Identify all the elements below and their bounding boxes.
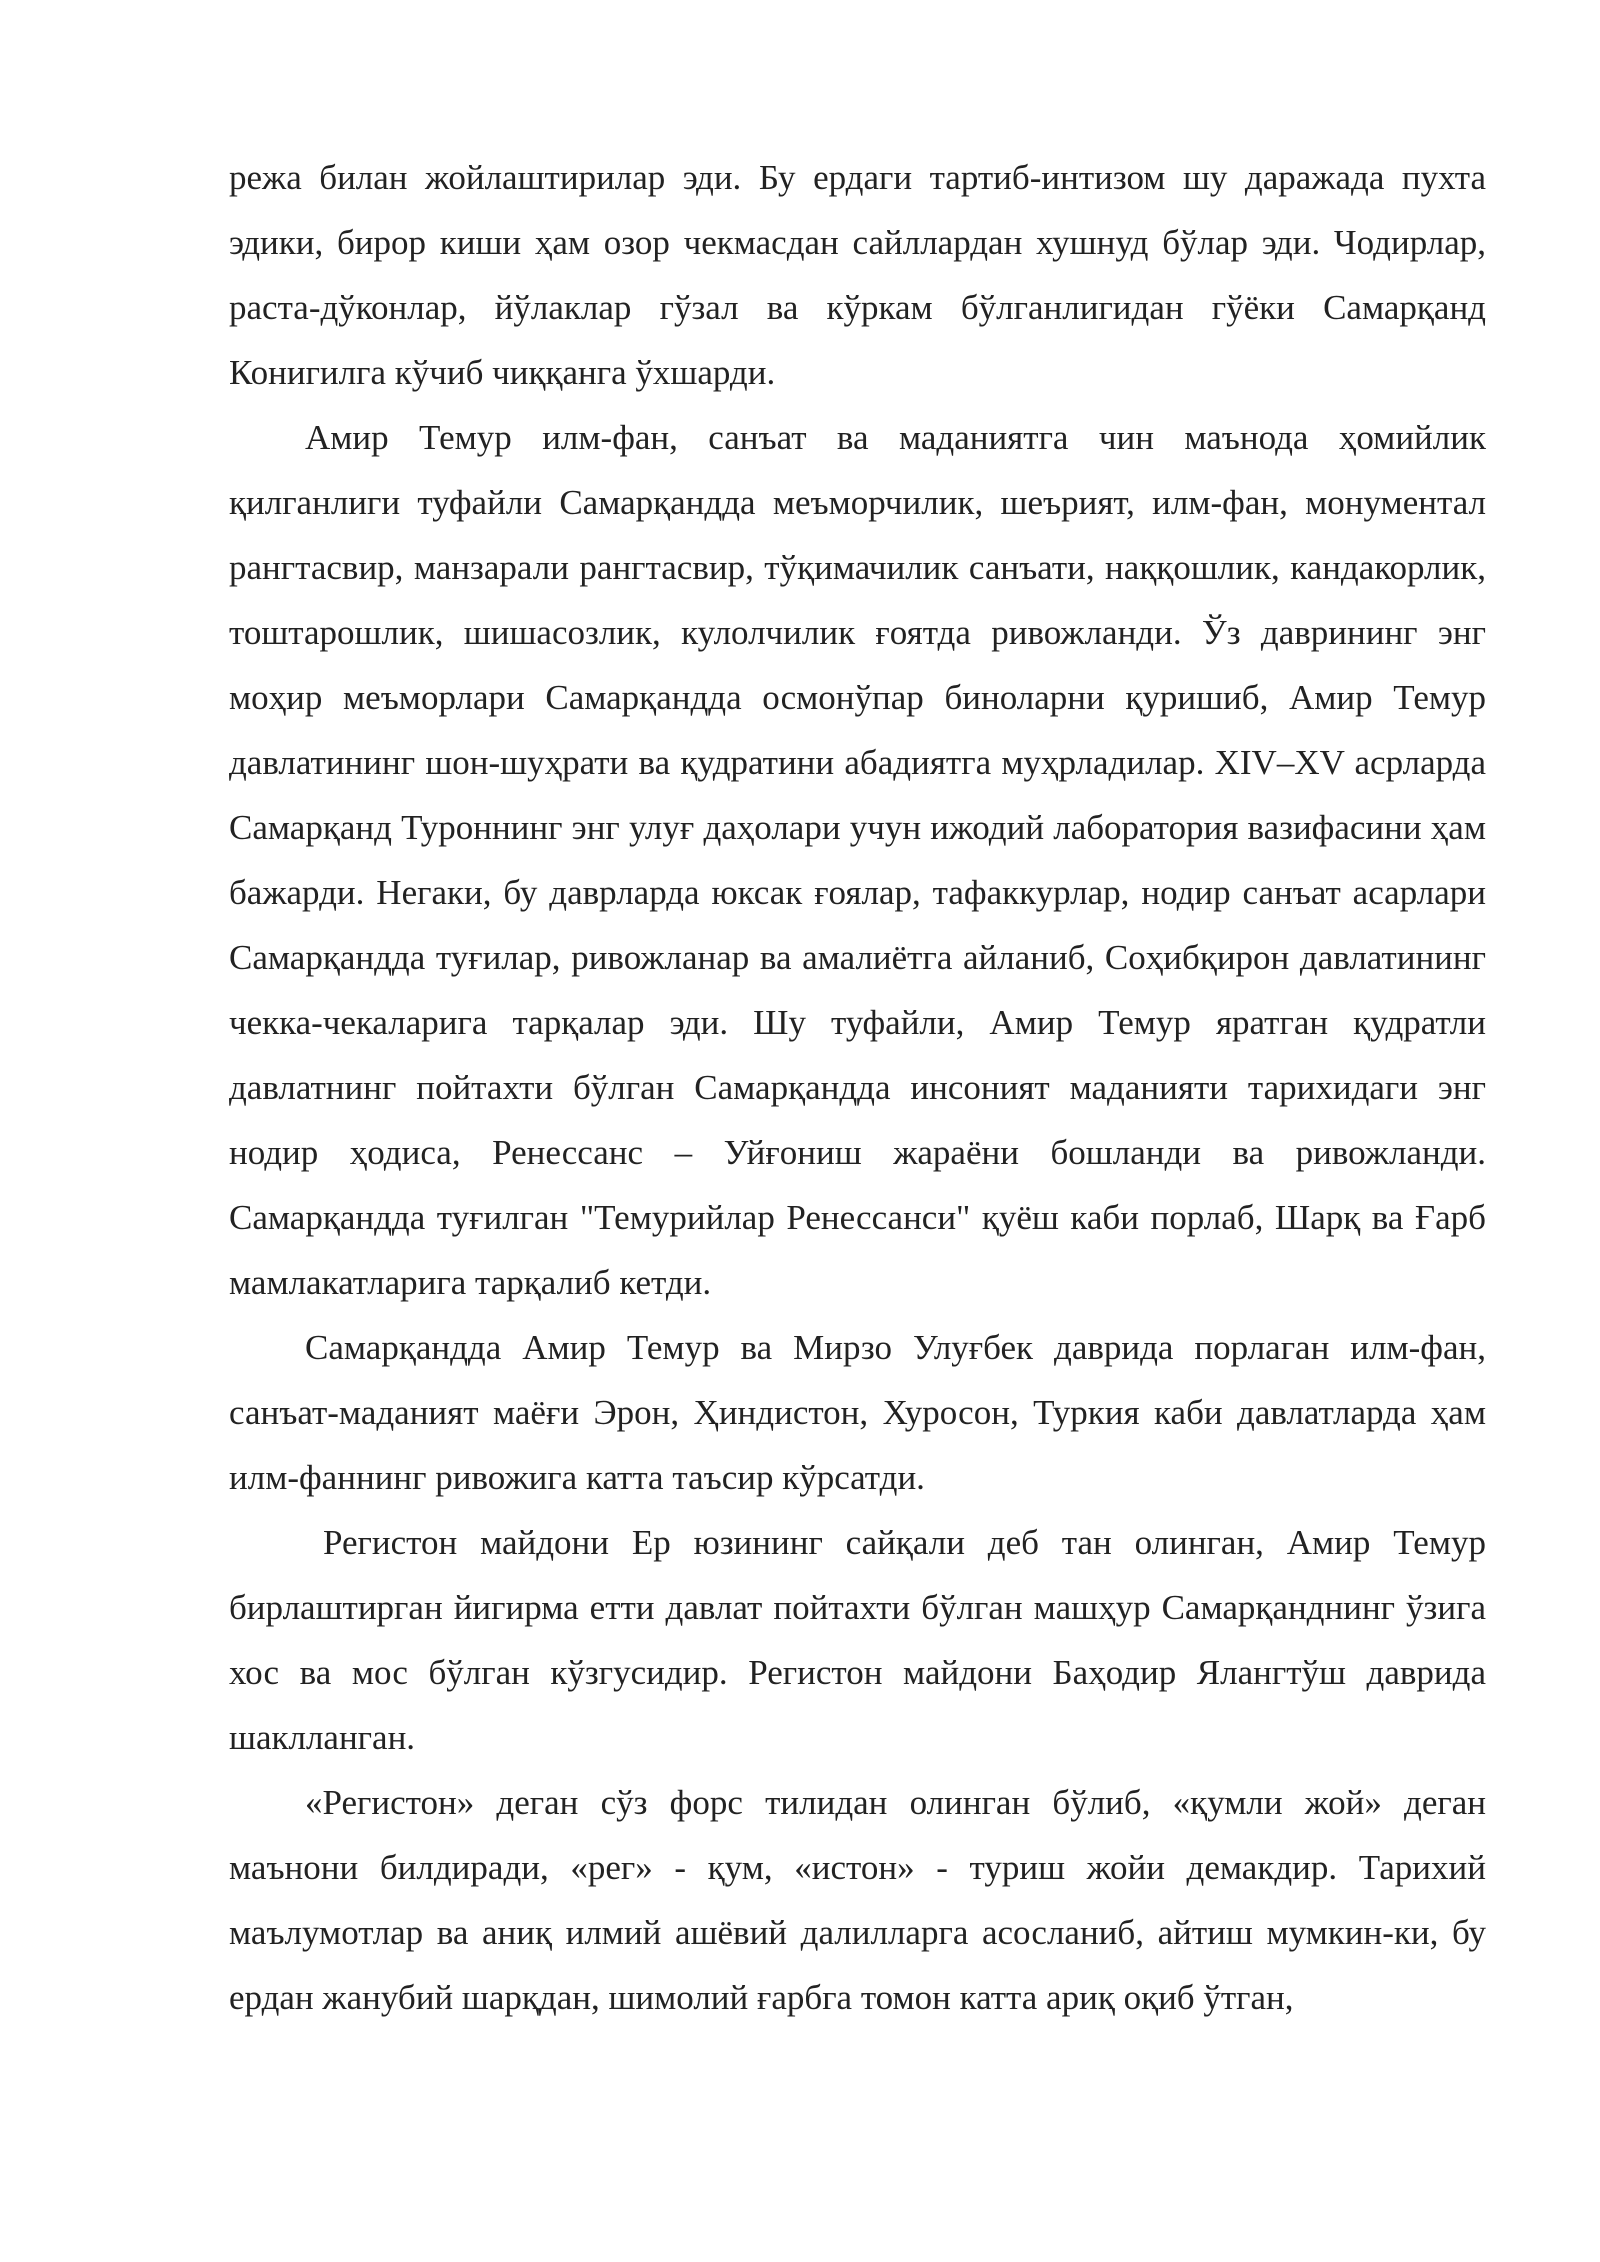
paragraph-ulugbek-influence: Самарқандда Амир Темур ва Мирзо Улуғбек даврида порлаган илм-фан, санъат-маданият маёғи Эрон, Ҳиндистон, Хуросон, Туркия каби давлатларда ҳам илм-фаннинг ривожига катта таъсир кўрсатди. (229, 1328, 1486, 1497)
paragraph-registan-square: Регистон майдони Ер юзининг сайқали деб тан олинган, Амир Темур бирлаштирган йигирма етти давлат пойтахти бўлган машҳур Самарқанднинг ўзига хос ва мос бўлган кўзгусидир. Регистон майдони Баҳодир Ялангтўш даврида шаклланган. (229, 1523, 1486, 1757)
paragraph-amir-temur-patronage: Амир Темур илм-фан, санъат ва маданиятга чин маънода ҳомийлик қилганлиги туфайли Самарқандда меъморчилик, шеърият, илм-фан, монументал рангтасвир, манзарали рангтасвир, тўқимачилик санъати, наққошлик, кандакорлик, тоштарошлик, шишасозлик, кулолчилик ғоятда ривожланди. Ўз даврининг энг моҳир меъморлари Самарқандда осмонўпар биноларни қуришиб, Амир Темур давлатининг шон-шуҳрати ва қудратини абадиятга муҳрладилар. XIV–XV асрларда Самарқанд Туроннинг энг улуғ даҳолари учун ижодий лаборатория вазифасини ҳам бажарди. Негаки, бу даврларда юксак ғоялар, тафаккурлар, нодир санъат асарлари Самарқандда туғилар, ривожланар ва амалиётга айланиб, Соҳибқирон давлатининг чекка-чекаларига тарқалар эди. Шу туфайли, Амир Темур яратган қудратли давлатнинг пойтахти бўлган Самарқандда инсоният маданияти тарихидаги энг нодир ҳодиса, Ренессанс – Уйғониш жараёни бошланди ва ривожланди. Самарқандда туғилган "Темурийлар Ренессанси" қуёш каби порлаб, Шарқ ва Ғарб мамлакатларига тарқалиб кетди. (229, 418, 1486, 1302)
paragraph-registan-etymology: «Регистон» деган сўз форс тилидан олинган бўлиб, «қумли жой» деган маънони билдиради, «рег» - қум, «истон» - туриш жойи демакдир. Тарихий маълумотлар ва аниқ илмий ашёвий далилларга асосланиб, айтиш мумкин-ки, бу ердан жанубий шарқдан, шимолий ғарбга томон катта ариқ оқиб ўтган, (229, 1783, 1486, 2017)
paragraph-continued: режа билан жойлаштирилар эди. Бу ердаги тартиб-интизом шу даражада пухта эдики, бирор киши ҳам озор чекмасдан сайллардан хушнуд бўлар эди. Чодирлар, раста-дўконлар, йўлаклар гўзал ва кўркам бўлганлигидан гўёки Самарқанд Конигилга кўчиб чиққанга ўхшарди. (229, 158, 1486, 392)
document-page (229, 145, 1486, 2030)
